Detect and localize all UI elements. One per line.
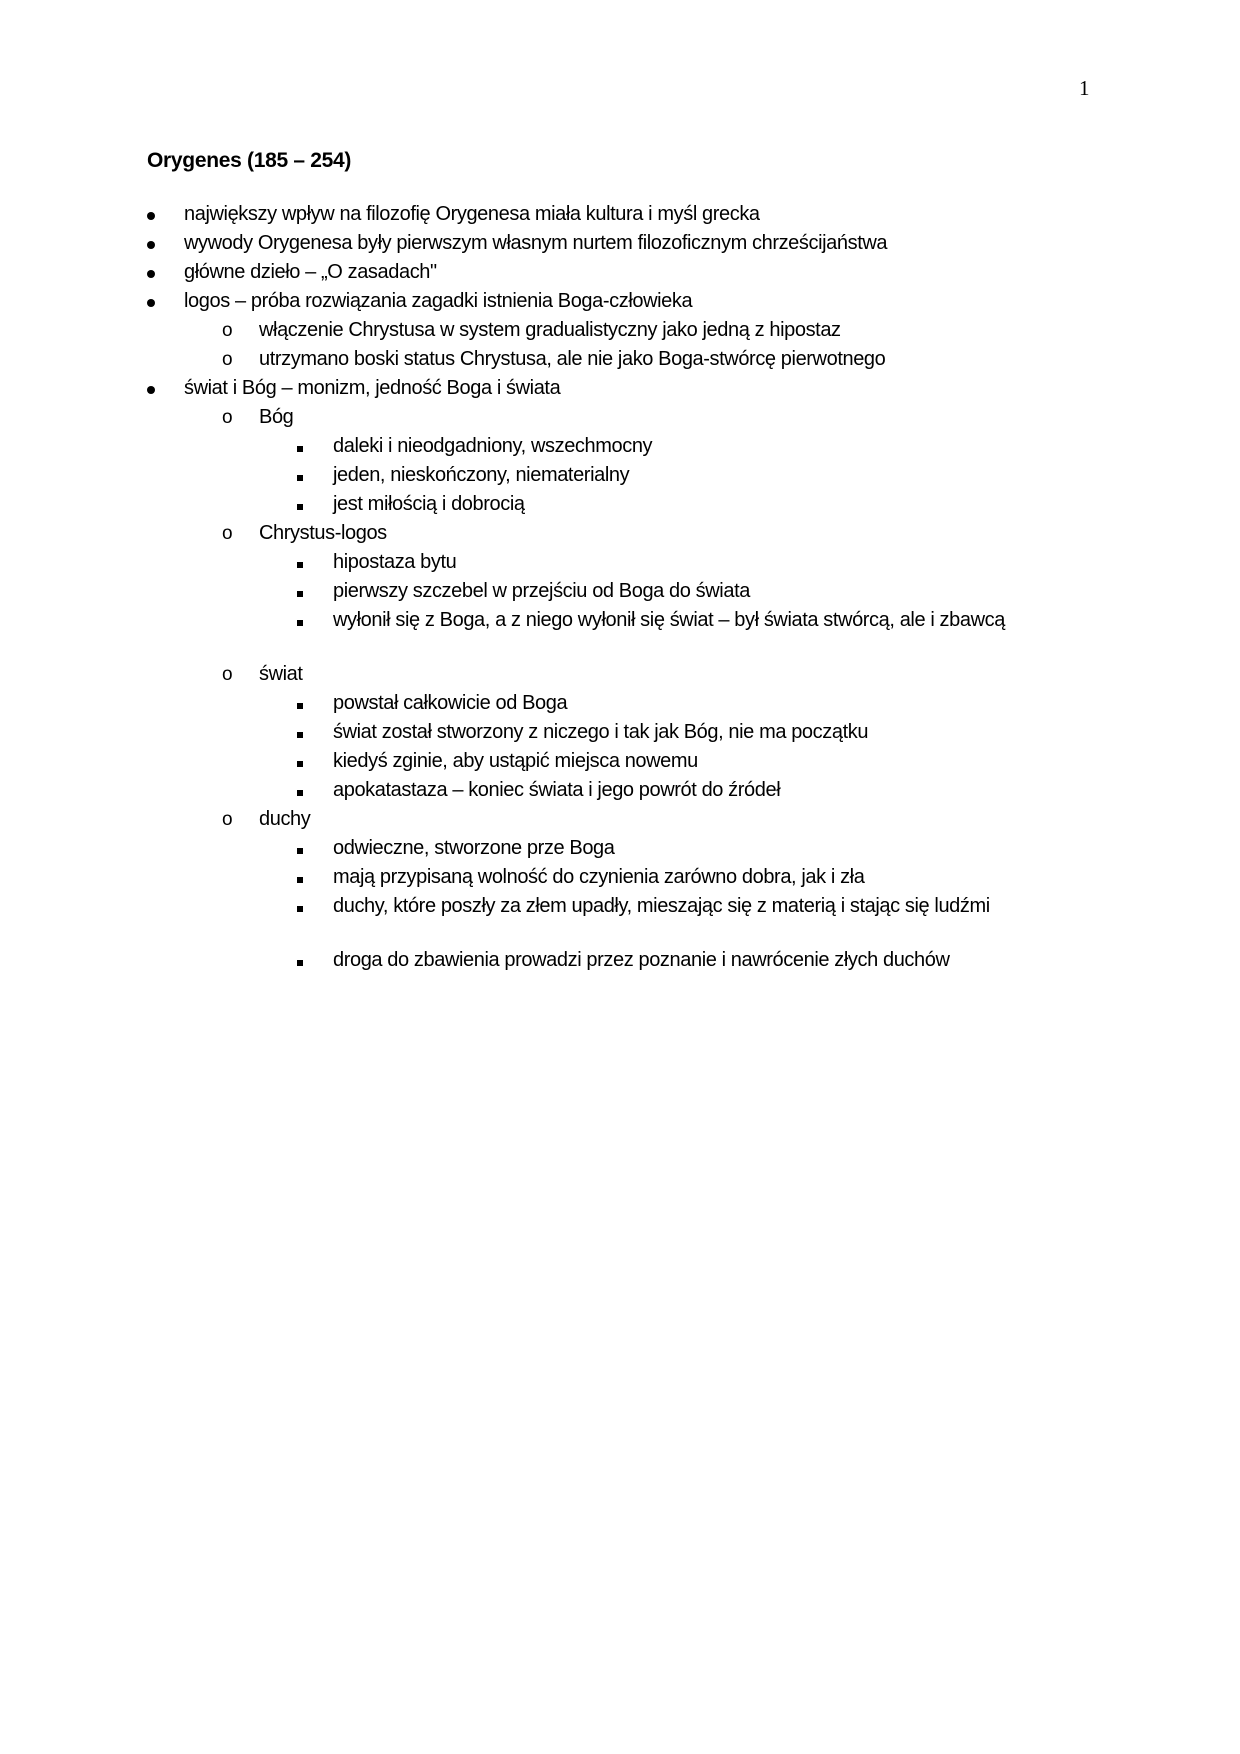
square-bullet-icon (297, 747, 303, 776)
list-item (0, 374, 1240, 403)
circle-bullet-icon: o (222, 349, 233, 370)
list-item-text: mają przypisaną wolność do czynienia zarówno dobra, jak i zła (333, 866, 865, 888)
sub-sub-list-item (0, 490, 1240, 519)
list-item-text: Bóg (259, 406, 294, 428)
square-bullet-icon (297, 834, 303, 863)
square-bullet-icon (297, 946, 303, 975)
sub-sub-list-item (0, 689, 1240, 718)
sub-list-item (0, 403, 1240, 432)
list-item-text: droga do zbawienia prowadzi przez poznanie i nawrócenie złych duchów (333, 949, 950, 971)
sub-sub-list-item (0, 577, 1240, 606)
sub-list-item (0, 316, 1240, 345)
list-item-text: apokatastaza – koniec świata i jego powrót do źródeł (333, 779, 781, 801)
square-bullet-icon (297, 461, 303, 490)
sub-sub-list-item (0, 747, 1240, 776)
list-item-text: wywody Orygenesa były pierwszym własnym nurtem filozoficznym chrześcijaństwa (184, 232, 888, 254)
list-item-text: kiedyś zginie, aby ustąpić miejsca nowemu (333, 750, 698, 772)
list-item (0, 200, 1240, 229)
list-item (0, 258, 1240, 287)
sub-sub-list-item (0, 548, 1240, 577)
list-item-text: główne dzieło – „O zasadach" (184, 261, 437, 283)
list-item-text: powstał całkowicie od Boga (333, 692, 568, 714)
sub-list-item (0, 519, 1240, 548)
list-item-text: duchy, które poszły za złem upadły, mieszając się z materią i stając się ludźmi (333, 895, 990, 917)
square-bullet-icon (297, 863, 303, 892)
page-number: 1 (1079, 76, 1090, 100)
list-item-text: świat został stworzony z niczego i tak jak Bóg, nie ma początku (333, 721, 869, 743)
list-item (0, 229, 1240, 258)
square-bullet-icon (297, 689, 303, 718)
list-item-text: daleki i nieodgadniony, wszechmocny (333, 435, 653, 457)
list-item-text: logos – próba rozwiązania zagadki istnienia Boga-człowieka (184, 290, 693, 312)
square-bullet-icon (297, 776, 303, 805)
sub-sub-list-item (0, 432, 1240, 461)
list-item-text: świat (259, 663, 303, 685)
list-item-text: pierwszy szczebel w przejściu od Boga do świata (333, 580, 750, 602)
sub-sub-list-item (0, 834, 1240, 863)
circle-bullet-icon: o (222, 664, 233, 685)
circle-bullet-icon: o (222, 523, 233, 544)
circle-bullet-icon: o (222, 809, 233, 830)
sub-sub-list-item (0, 863, 1240, 892)
sub-sub-list-item (0, 946, 1240, 975)
outline-list (0, 200, 1240, 975)
list-item-text: duchy (259, 808, 311, 830)
list-item-text: utrzymano boski status Chrystusa, ale nie jako Boga-stwórcę pierwotnego (259, 348, 886, 370)
list-item-text: jest miłością i dobrocią (333, 493, 525, 515)
disc-bullet-icon (147, 374, 155, 403)
square-bullet-icon (297, 892, 303, 921)
list-item-text: odwieczne, stworzone prze Boga (333, 837, 615, 859)
disc-bullet-icon (147, 287, 155, 316)
sub-sub-list-item (0, 892, 1240, 946)
sub-list-item (0, 345, 1240, 374)
circle-bullet-icon: o (222, 407, 233, 428)
list-item-text: hipostaza bytu (333, 551, 457, 573)
list-item-text: wyłonił się z Boga, a z niego wyłonił się świat – był świata stwórcą, ale i zbawcą (333, 609, 1005, 631)
square-bullet-icon (297, 718, 303, 747)
sub-sub-list-item (0, 718, 1240, 747)
list-item-text: jeden, nieskończony, niematerialny (333, 464, 630, 486)
sub-list-item (0, 805, 1240, 834)
sub-sub-list-item (0, 461, 1240, 490)
disc-bullet-icon (147, 229, 155, 258)
list-item-text: Chrystus-logos (259, 522, 387, 544)
list-item-text: największy wpływ na filozofię Orygenesa miała kultura i myśl grecka (184, 203, 760, 225)
square-bullet-icon (297, 606, 303, 635)
sub-list-item (0, 660, 1240, 689)
square-bullet-icon (297, 577, 303, 606)
list-item-text: świat i Bóg – monizm, jedność Boga i świata (184, 377, 561, 399)
sub-sub-list-item (0, 606, 1240, 660)
square-bullet-icon (297, 432, 303, 461)
circle-bullet-icon: o (222, 320, 233, 341)
document-title: Orygenes (185 – 254) (147, 149, 352, 172)
list-item-text: włączenie Chrystusa w system gradualistyczny jako jedną z hipostaz (259, 319, 841, 341)
square-bullet-icon (297, 548, 303, 577)
sub-sub-list-item (0, 776, 1240, 805)
disc-bullet-icon (147, 258, 155, 287)
square-bullet-icon (297, 490, 303, 519)
disc-bullet-icon (147, 200, 155, 229)
list-item (0, 287, 1240, 316)
